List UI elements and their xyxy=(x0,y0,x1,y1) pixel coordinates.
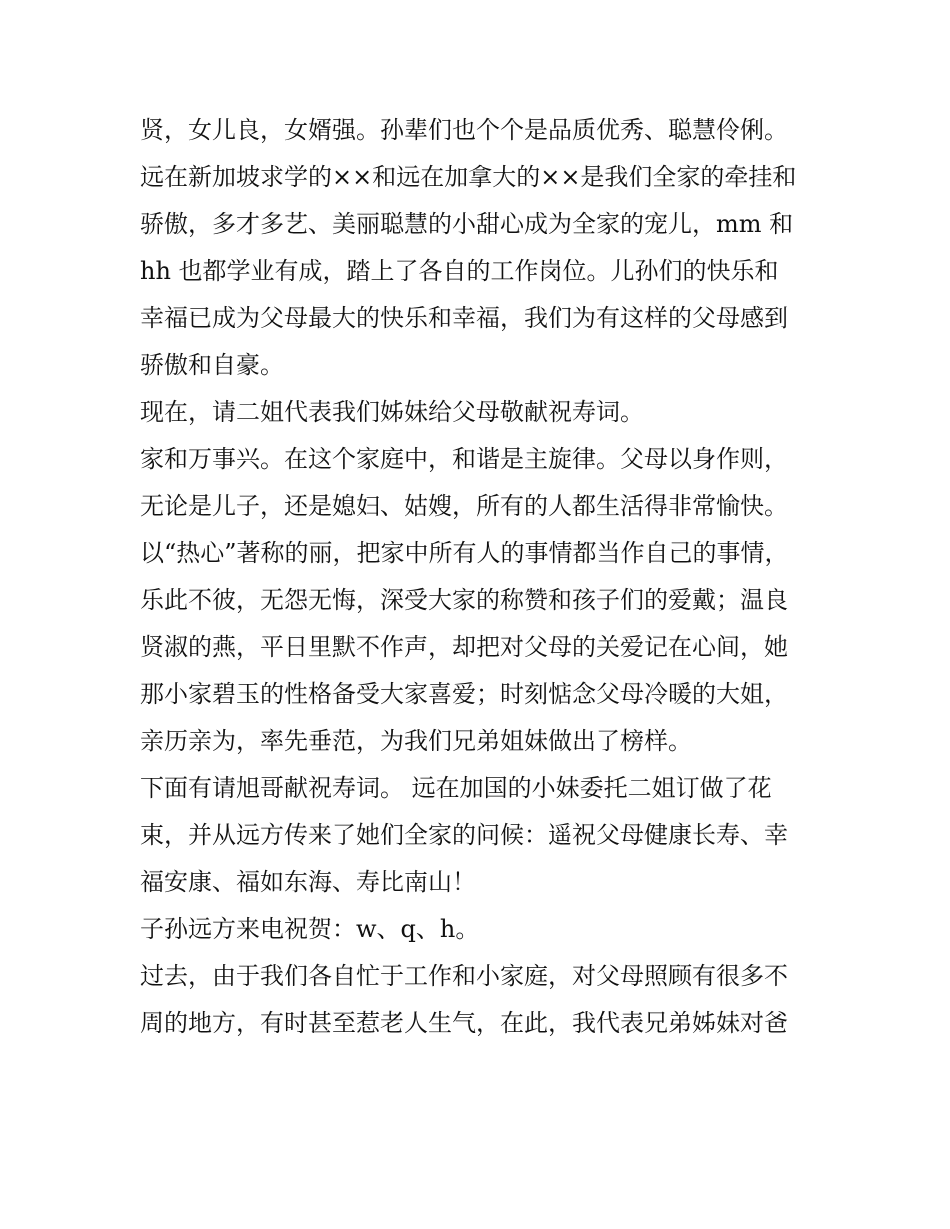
text-line: 现在，请二姐代表我们姊妹给父母敬献祝寿词。 xyxy=(140,398,644,426)
paragraph-second-sister-speech xyxy=(140,389,820,436)
text-line: 贤淑的燕，平日里默不作声，却把对父母的关爱记在心间，她 xyxy=(140,633,788,661)
text-line: 骄傲，多才多艺、美丽聪慧的小甜心成为全家的宠儿，mm 和 xyxy=(140,210,794,238)
paragraph-remote-greetings xyxy=(140,906,820,953)
paragraph-family-harmony xyxy=(140,436,820,765)
text-line: 家和万事兴。在这个家庭中，和谐是主旋律。父母以身作则， xyxy=(140,445,788,473)
paragraph-family-pride xyxy=(140,107,820,389)
text-line: 下面有请旭哥献祝寿词。 远在加国的小妹委托二姐订做了花 xyxy=(140,774,772,802)
document-body xyxy=(140,107,820,1047)
text-line: 骄傲和自豪。 xyxy=(140,351,284,379)
paragraph-apology xyxy=(140,953,820,1047)
text-line: 束，并从远方传来了她们全家的问候：遥祝父母健康长寿、幸 xyxy=(140,821,788,849)
text-line: 过去，由于我们各自忙于工作和小家庭，对父母照顾有很多不 xyxy=(140,962,788,990)
text-line: 幸福已成为父母最大的快乐和幸福，我们为有这样的父母感到 xyxy=(140,304,788,332)
text-line: 福安康、福如东海、寿比南山！ xyxy=(140,868,476,896)
text-line: 亲历亲为，率先垂范，为我们兄弟姐妹做出了榜样。 xyxy=(140,727,692,755)
text-line: hh 也都学业有成，踏上了各自的工作岗位。儿孙们的快乐和 xyxy=(140,257,779,285)
paragraph-brother-speech xyxy=(140,765,820,906)
text-line: 乐此不彼，无怨无悔，深受大家的称赞和孩子们的爱戴；温良 xyxy=(140,586,788,614)
text-line: 子孙远方来电祝贺：w、q、h。 xyxy=(140,915,480,943)
text-line: 无论是儿子，还是媳妇、姑嫂，所有的人都生活得非常愉快。 xyxy=(140,492,788,520)
text-line: 那小家碧玉的性格备受大家喜爱；时刻惦念父母冷暖的大姐， xyxy=(140,680,788,708)
text-line: 远在新加坡求学的××和远在加拿大的××是我们全家的牵挂和 xyxy=(140,163,797,191)
text-line: 以“热心”著称的丽，把家中所有人的事情都当作自己的事情， xyxy=(140,539,789,567)
text-line: 贤，女儿良，女婿强。孙辈们也个个是品质优秀、聪慧伶俐。 xyxy=(140,116,788,144)
text-line: 周的地方，有时甚至惹老人生气，在此，我代表兄弟姊妹对爸 xyxy=(140,1009,788,1037)
